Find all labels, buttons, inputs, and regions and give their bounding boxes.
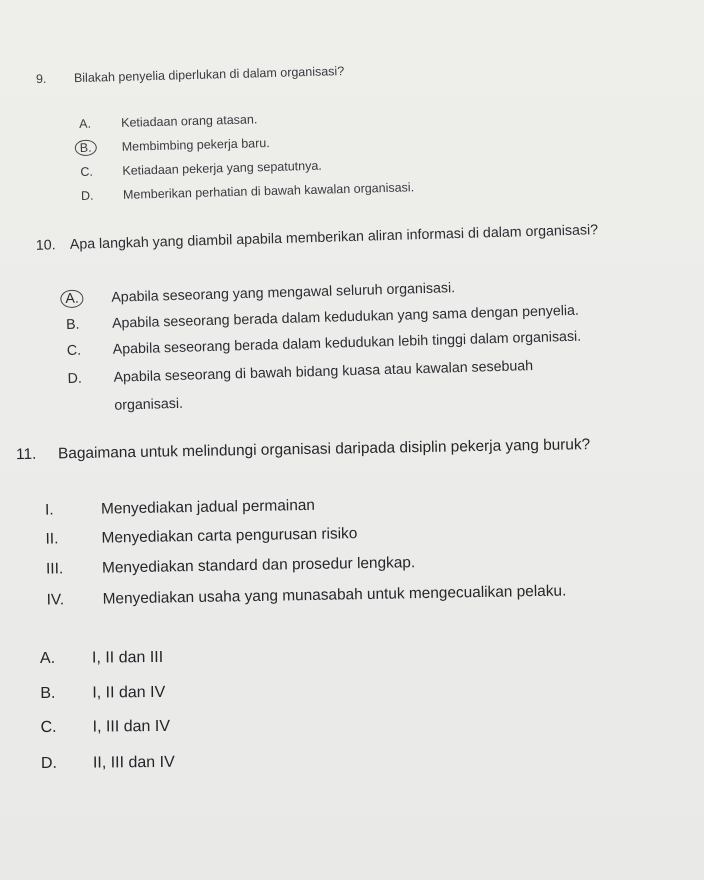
- statement-numeral: III.: [45, 560, 64, 578]
- option-letter: C.: [66, 342, 82, 360]
- option-text: Membimbing pekerja baru.: [121, 136, 270, 154]
- option-text: Ketiadaan pekerja yang sepatutnya.: [122, 158, 322, 178]
- statement-numeral: IV.: [46, 591, 65, 609]
- option-letter: D.: [40, 754, 57, 772]
- option-text: I, II dan III: [91, 648, 164, 667]
- option-text: I, III dan IV: [92, 717, 171, 736]
- option-letter: C.: [40, 718, 57, 736]
- option-text: II, III dan IV: [92, 753, 175, 772]
- option-a: [40, 649, 163, 668]
- option-text: Apabila seseorang di bawah bidang kuasa atau kawalan sesebuah: [113, 358, 534, 386]
- option-letter: A.: [78, 116, 92, 131]
- option-c: [41, 718, 171, 737]
- option-text: Apabila seseorang berada dalam kedudukan lebih tinggi dalam organisasi.: [112, 328, 582, 358]
- statement-text: Menyediakan jadual permainan: [100, 496, 316, 518]
- question-number: 9.: [35, 71, 47, 87]
- option-letter: D.: [67, 370, 83, 387]
- statement-numeral: I.: [44, 501, 54, 519]
- question-text: Apa langkah yang diambil apabila memberikan aliran informasi di dalam organisasi?: [69, 222, 599, 253]
- option-letter: B.: [65, 316, 80, 334]
- statement-text: Menyediakan carta pengurusan risiko: [101, 525, 358, 547]
- option-text: Memberikan perhatian di bawah kawalan organisasi.: [122, 180, 415, 202]
- option-text: Apabila seseorang berada dalam kedudukan yang sama dengan penyelia.: [111, 302, 580, 332]
- option-letter: B.: [40, 684, 56, 702]
- option-letter: A.: [39, 649, 56, 667]
- question-text: Bagaimana untuk melindungi organisasi daripada disiplin pekerja yang buruk?: [57, 436, 591, 463]
- option-letter: C.: [80, 164, 94, 179]
- question-number: 10.: [35, 237, 56, 254]
- option-d-continued: organisasi.: [114, 395, 184, 414]
- option-letter: D.: [80, 188, 94, 203]
- statement-numeral: II.: [45, 530, 59, 548]
- option-text: Ketiadaan orang atasan.: [120, 112, 258, 130]
- statement-text: Menyediakan usaha yang munasabah untuk mengecualikan pelaku.: [102, 582, 567, 608]
- option-text: I, II dan IV: [92, 683, 166, 702]
- circled-answer-mark: A.: [60, 290, 84, 309]
- circled-answer-mark: B.: [75, 140, 97, 157]
- question-text: Bilakah penyelia diperlukan di dalam organisasi?: [73, 64, 345, 86]
- option-b: [40, 684, 165, 703]
- question-number: 11.: [15, 445, 37, 464]
- option-d: [41, 754, 175, 773]
- statement-text: Menyediakan standard dan prosedur lengkap.: [101, 554, 416, 577]
- option-text: Apabila seseorang yang mengawal seluruh organisasi.: [111, 280, 456, 306]
